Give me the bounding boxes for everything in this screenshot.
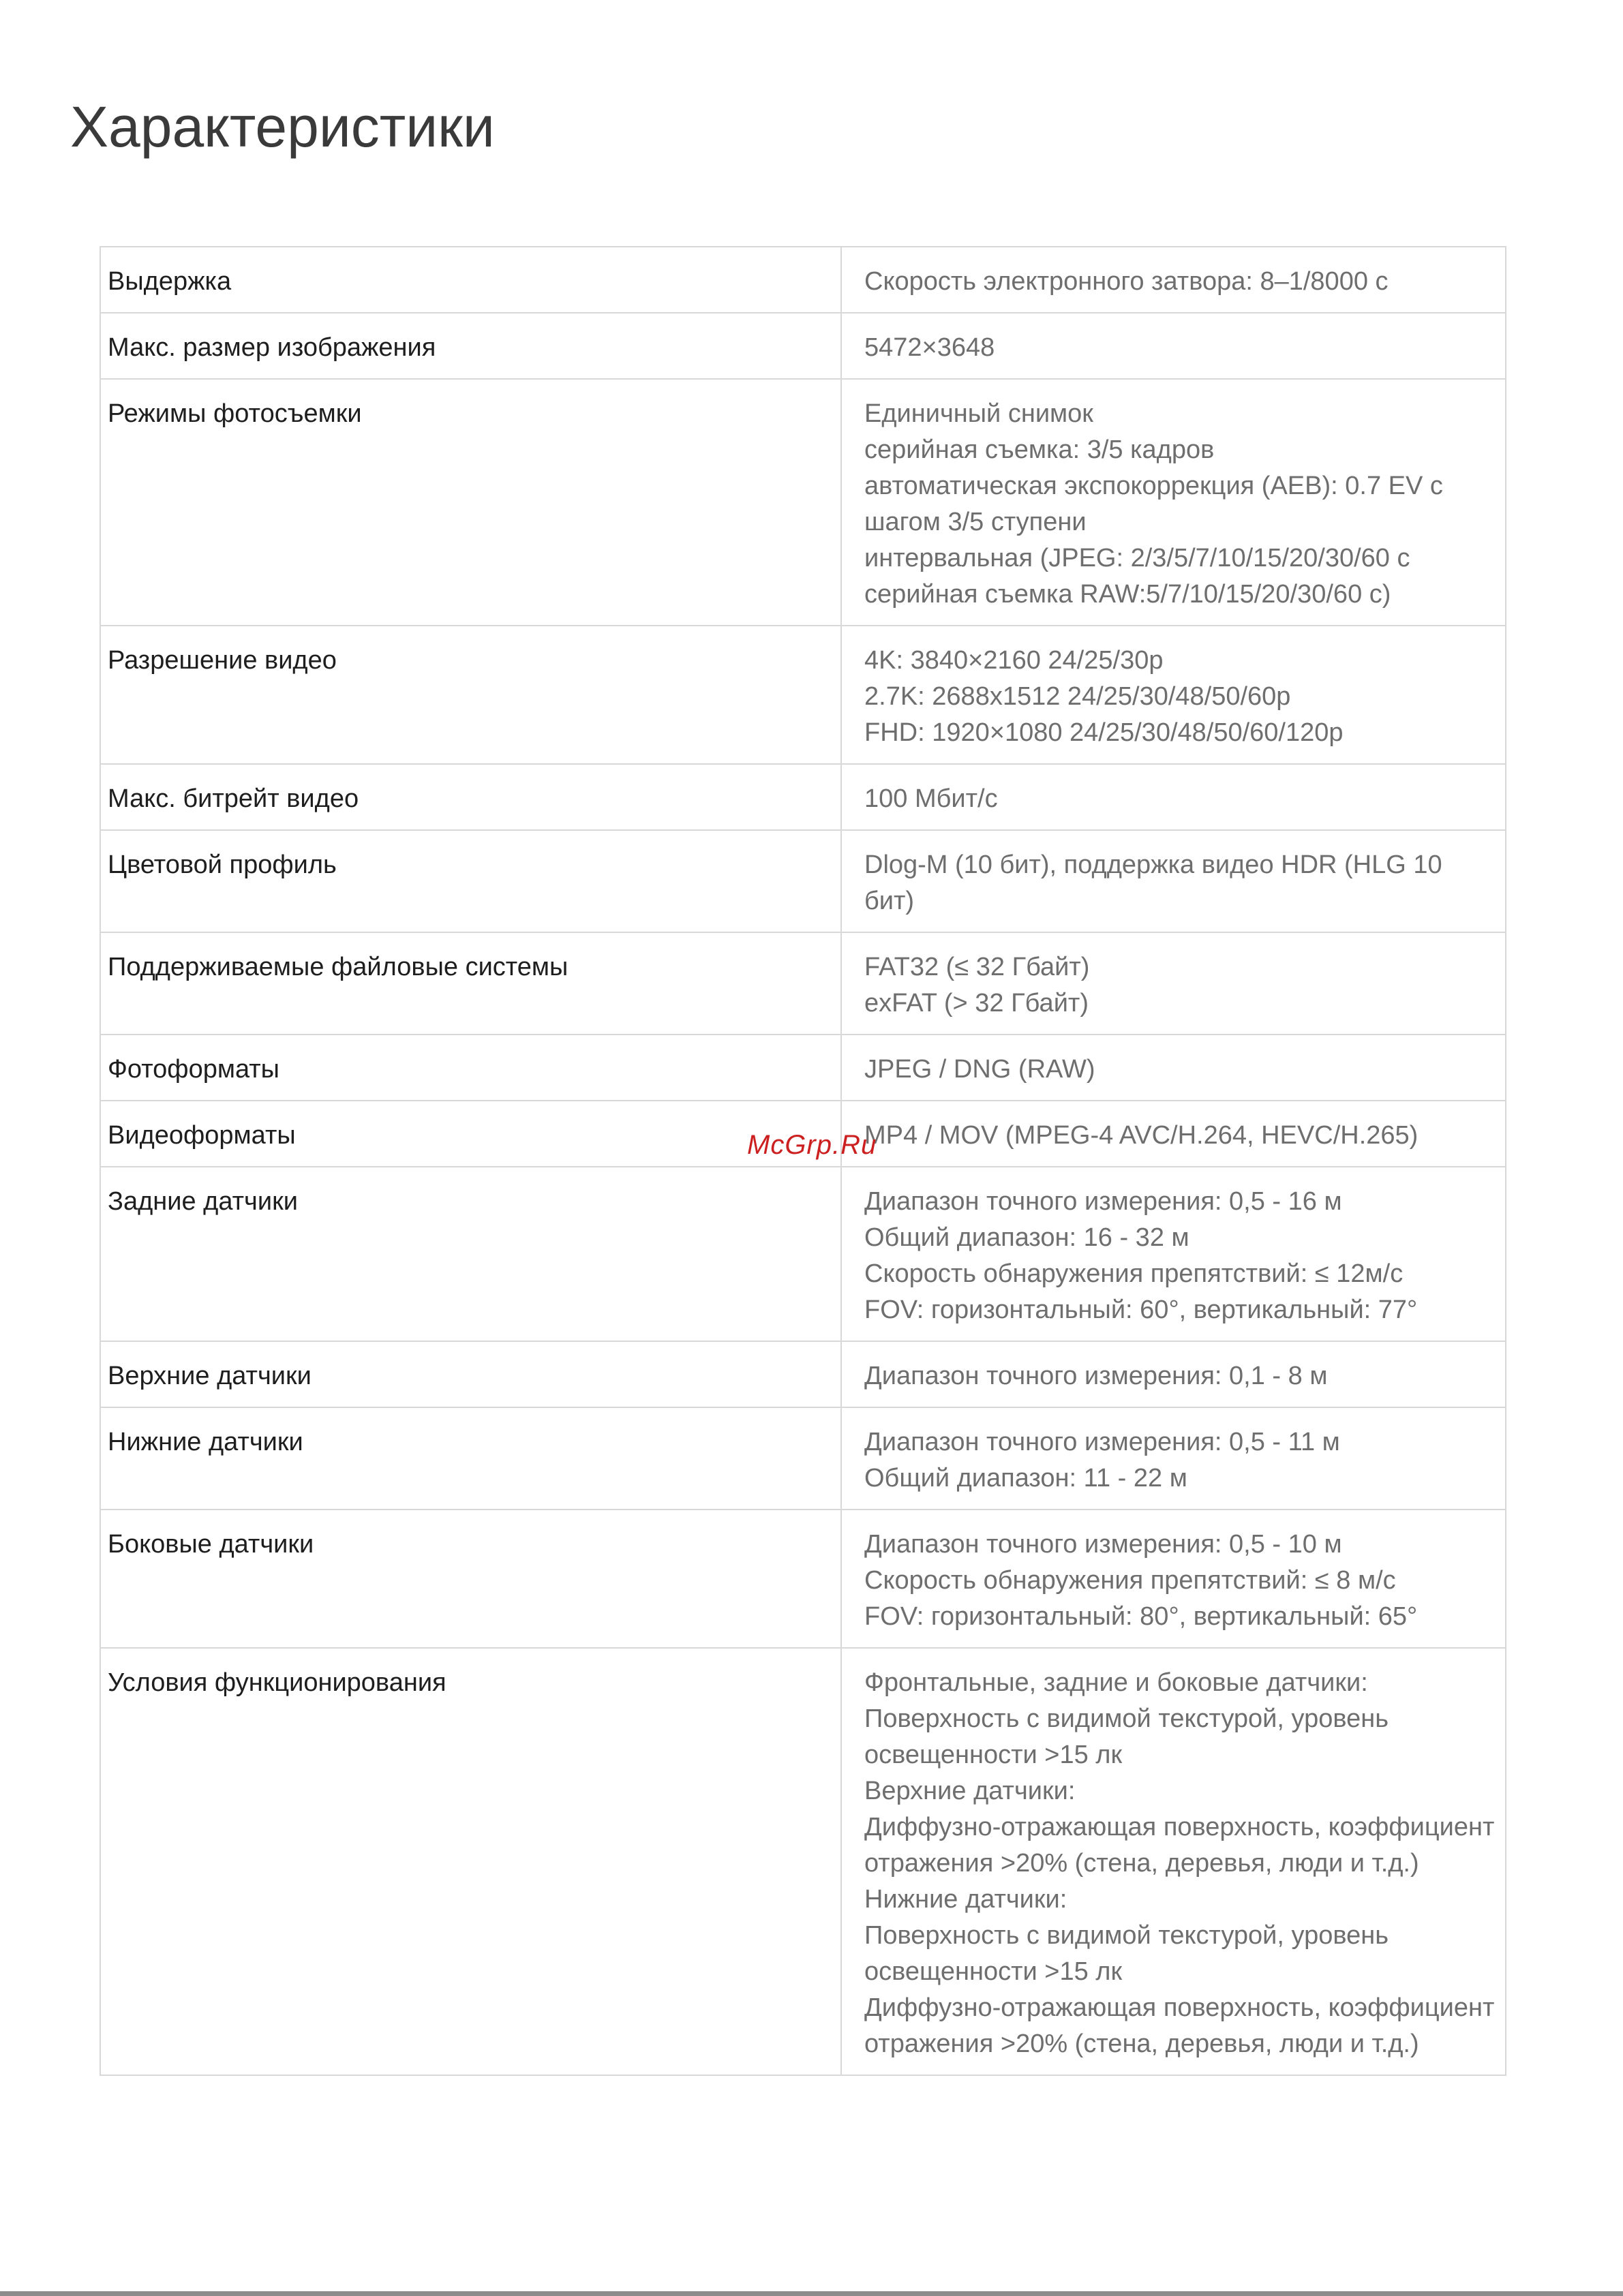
spec-row [100,247,1506,313]
spec-value [841,764,1506,830]
spec-value [841,932,1506,1035]
spec-value-line: Диффузно-отражающая поверхность, коэффициент отражения >20% (стена, деревья, люди и т.д.) [864,1813,1495,1878]
spec-value [841,1035,1506,1101]
spec-value-line: Диапазон точного измерения: 0,5 - 11 м [864,1428,1340,1456]
spec-row [100,626,1506,764]
spec-value [841,1341,1506,1407]
spec-value-line: Диапазон точного измерения: 0,5 - 16 м [864,1187,1342,1216]
spec-value [841,626,1506,764]
spec-row [100,379,1506,626]
spec-table-body [100,247,1506,2075]
spec-value-line: MP4 / MOV (MPEG-4 AVC/H.264, HEVC/H.265) [864,1121,1419,1150]
spec-row [100,764,1506,830]
spec-value [841,1648,1506,2075]
spec-label: Выдержка [100,247,841,313]
spec-label: Разрешение видео [100,626,841,764]
spec-value-line: Фронтальные, задние и боковые датчики: [864,1668,1368,1697]
spec-value-line: 4K: 3840×2160 24/25/30p [864,646,1164,675]
spec-value-line: Диапазон точного измерения: 0,5 - 10 м [864,1530,1342,1559]
spec-value-line: интервальная (JPEG: 2/3/5/7/10/15/20/30/60 с серийная съемка RAW:5/7/10/15/20/30/60 с) [864,544,1410,609]
spec-value-line: Поверхность с видимой текстурой, уровень освещенности >15 лк [864,1921,1389,1986]
spec-row [100,830,1506,932]
spec-value-line: автоматическая экспокоррекция (AEB): 0.7 EV с шагом 3/5 ступени [864,472,1443,536]
spec-row [100,1407,1506,1510]
spec-row [100,932,1506,1035]
spec-label: Нижние датчики [100,1407,841,1510]
spec-row [100,1510,1506,1648]
spec-value-line: Скорость электронного затвора: 8–1/8000 с [864,267,1389,296]
spec-value-line: 2.7K: 2688x1512 24/25/30/48/50/60p [864,682,1291,711]
spec-value-line: FOV: горизонтальный: 80°, вертикальный: 65° [864,1602,1418,1631]
spec-value [841,379,1506,626]
spec-label: Видеоформаты [100,1101,841,1167]
spec-value [841,1167,1506,1341]
spec-value-line: Скорость обнаружения препятствий: ≤ 8 м/с [864,1566,1396,1595]
spec-label: Цветовой профиль [100,830,841,932]
spec-label: Поддерживаемые файловые системы [100,932,841,1035]
spec-value-line: FHD: 1920×1080 24/25/30/48/50/60/120p [864,718,1344,747]
spec-row [100,1035,1506,1101]
spec-value-line: Dlog-M (10 бит), поддержка видео HDR (HLG 10 бит) [864,851,1442,915]
spec-value-line: серийная съемка: 3/5 кадров [864,435,1215,464]
spec-value [841,313,1506,379]
spec-value [841,1407,1506,1510]
spec-value-line: JPEG / DNG (RAW) [864,1055,1095,1084]
spec-label: Верхние датчики [100,1341,841,1407]
spec-row [100,1648,1506,2075]
spec-value-line: Нижние датчики: [864,1885,1067,1914]
page-title: Характеристики [70,95,495,159]
spec-value-line: Общий диапазон: 16 - 32 м [864,1223,1189,1252]
spec-label: Режимы фотосъемки [100,379,841,626]
spec-value [841,830,1506,932]
spec-value-line: Диффузно-отражающая поверхность, коэффициент отражения >20% (стена, деревья, люди и т.д.) [864,1993,1495,2058]
spec-row [100,313,1506,379]
spec-value-line: Общий диапазон: 11 - 22 м [864,1464,1187,1493]
bottom-rule [0,2291,1623,2296]
spec-value-line: 5472×3648 [864,333,995,362]
spec-value-line: exFAT (> 32 Гбайт) [864,989,1089,1017]
spec-value-line: FAT32 (≤ 32 Гбайт) [864,953,1090,981]
spec-value-line: Диапазон точного измерения: 0,1 - 8 м [864,1362,1328,1390]
spec-value-line: Скорость обнаружения препятствий: ≤ 12м/с [864,1259,1404,1288]
spec-table [100,246,1506,2076]
spec-label: Условия функционирования [100,1648,841,2075]
spec-value-line: Верхние датчики: [864,1777,1076,1805]
watermark: McGrp.Ru [747,1130,877,1160]
spec-value [841,1101,1506,1167]
spec-label: Макс. битрейт видео [100,764,841,830]
spec-label: Боковые датчики [100,1510,841,1648]
spec-value-line: FOV: горизонтальный: 60°, вертикальный: 77° [864,1296,1418,1324]
spec-value [841,247,1506,313]
spec-value-line: 100 Мбит/с [864,784,998,813]
spec-value-line: Поверхность с видимой текстурой, уровень освещенности >15 лк [864,1704,1389,1769]
spec-label: Фотоформаты [100,1035,841,1101]
spec-value [841,1510,1506,1648]
spec-value-line: Единичный снимок [864,399,1093,428]
spec-label: Макс. размер изображения [100,313,841,379]
spec-row [100,1341,1506,1407]
spec-row [100,1167,1506,1341]
spec-label: Задние датчики [100,1167,841,1341]
